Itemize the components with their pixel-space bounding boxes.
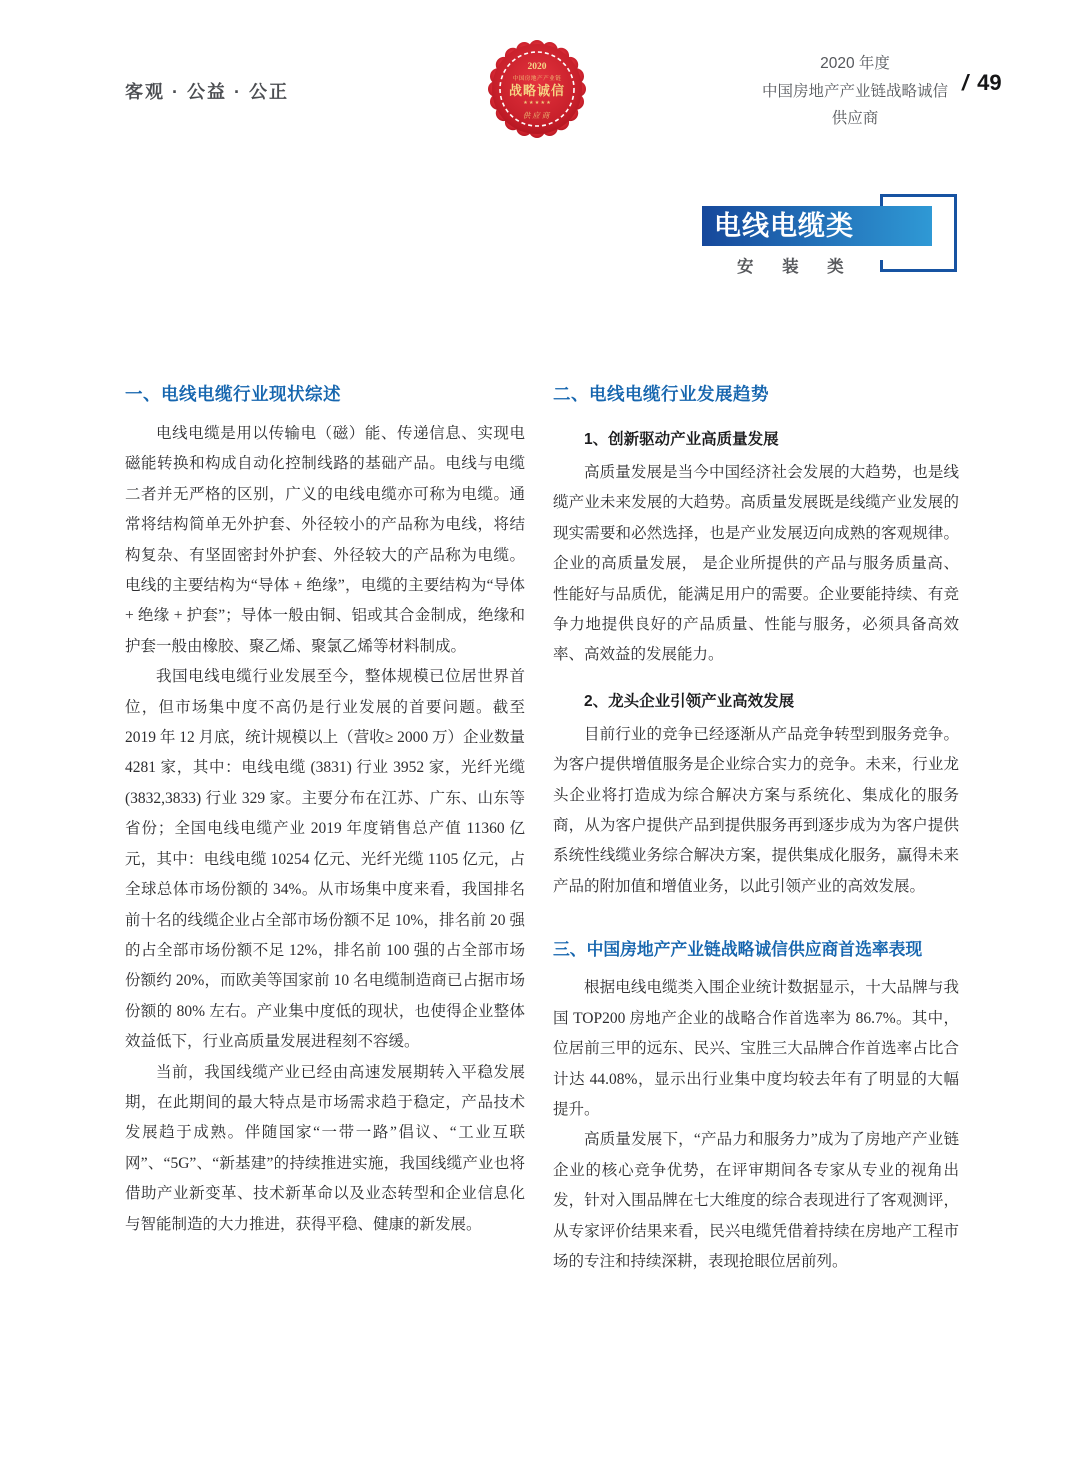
section1-paragraph: 我国电线电缆行业发展至今，整体规模已位居世界首位，但市场集中度不高仍是行业发展的首要问题。截至 2019 年 12 月底，统计规模以上（营收≥ 2000 万）企业数量 4281 家，其中：电线电缆 (3831) 行业 3952 家，光纤光缆 (3832,3833) 行业 329 家。主要分布在江苏、广东、山东等省份；全国电线电缆产业 2019 年度销售总产值 11360 亿元，其中：电线电缆 10254 亿元、光纤光缆 1105 亿元，占全球总体市场份额的 34%。从市场集中度来看，我国排名前十名的线缆企业占全部市场份额不足 10%，排名前 20 强的占全部市场份额不足 12%，排名前 100 强的占全部市场份额约 20%，而欧美等国家前 10 名电缆制造商已占据市场份额的 80% 左右。产业集中度低的现状，也使得企业整体效益低下，行业高质量发展进程刻不容缓。 (125, 668, 525, 1051)
section1-paragraph: 当前，我国线缆产业已经由高速发展期转入平稳发展期，在此期间的最大特点是市场需求趋于稳定，产品技术发展趋于成熟。伴随国家“一带一路”倡议、“工业互联网”、“5G”、“新基建”的持续推进实施，我国线缆产业也将借助产业新变革、技术新革命以及业态转型和企业信息化与智能制造的大力推进，获得平稳、健康的新发展。 (125, 1063, 525, 1233)
edition-line1: 2020 年度 (820, 55, 890, 72)
page-number-value: 49 (977, 70, 1002, 95)
seal-stars: ★ ★ ★ ★ ★ (523, 101, 551, 106)
section2-heading: 二、电线电缆行业发展趋势 (553, 384, 769, 404)
strategic-integrity-seal (487, 36, 587, 142)
seal-year: 2020 (527, 62, 547, 72)
edition-caption (735, 50, 975, 133)
subcategory-label: 安 装 类 (737, 258, 856, 276)
section2-sub2-paragraph: 目前行业的竞争已经逐渐从产品竞争转型到服务竞争。为客户提供增值服务是企业综合实力的竞争。未来，行业龙头企业将打造成为综合解决方案与系统化、集成化的服务商，从为客户提供产品到提供服务再到逐步成为为客户提供系统性线缆业务综合解决方案，提供集成化服务，赢得未来产品的附加值和增值业务，以此引领产业的高效发展。 (553, 725, 959, 895)
page-number-slash: / (962, 70, 969, 95)
section2-sub1-heading: 1、创新驱动产业高质量发展 (584, 431, 779, 448)
section3-heading: 三、中国房地产产业链战略诚信供应商首选率表现 (553, 940, 923, 960)
seal-role: 供应商 (522, 111, 552, 120)
header-slogan: 客观 · 公益 · 公正 (125, 82, 289, 102)
edition-line2: 中国房地产产业链战略诚信 (761, 82, 948, 100)
section1-heading: 一、电线电缆行业现状综述 (125, 384, 341, 404)
spacer (553, 902, 959, 936)
left-column (125, 381, 525, 1240)
edition-line3: 供应商 (831, 110, 879, 127)
right-column (553, 381, 959, 1277)
category-banner: 电线电缆类 (702, 206, 932, 246)
section1-paragraph: 电线电缆是用以传输电（磁）能、传递信息、实现电磁能转换和构成自动化控制线路的基础产品。电线与电缆二者并无严格的区别，广义的电线电缆亦可称为电缆。通常将结构简单无外护套、外径较小的产品称为电线，将结构复杂、有坚固密封外护套、外径较大的产品称为电缆。电线的主要结构为“导体 + 绝缘”，电缆的主要结构为“导体 + 绝缘 + 护套”；导体一般由铜、铝或其合金制成，绝缘和护套一般由橡胶、聚乙烯、聚氯乙烯等材料制成。 (125, 425, 525, 655)
section2-sub1-paragraph: 高质量发展是当今中国经济社会发展的大趋势，也是线缆产业未来发展的大趋势。高质量发展既是线缆产业发展的现实需要和必然选择，也是产业发展迈向成熟的客观规律。企业的高质量发展， 是企业所提供的产品与服务质量高、性能好与品质优，能满足用户的需要。企业要能持续、有竞争力地提供良好的产品质量、性能与服务，必须具备高效率、高效益的发展能力。 (553, 464, 959, 664)
seal-icon (487, 36, 587, 142)
seal-org: 中国房地产产业链 (512, 76, 562, 82)
page-number (962, 70, 1002, 96)
spacer (553, 419, 959, 427)
section3-paragraph: 高质量发展下，“产品力和服务力”成为了房地产产业链企业的核心竞争优势，在评审期间各专家从专业的视角出发，针对入围品牌在七大维度的综合表现进行了客观测评，从专家评价结果来看，民兴电缆凭借着持续在房地产工程市场的专注和持续深耕，表现抢眼位居前列。 (553, 1131, 959, 1270)
section2-sub2-heading: 2、龙头企业引领产业高效发展 (584, 692, 795, 710)
section3-paragraph: 根据电线电缆类入围企业统计数据显示，十大品牌与我国 TOP200 房地产企业的战略合作首选率为 86.7%。其中，位居前三甲的远东、民兴、宝胜三大品牌合作首选率占比合计达 44.08%，显示出行业集中度均较去年有了明显的大幅提升。 (553, 979, 959, 1118)
seal-title: 战略诚信 (508, 83, 566, 98)
spacer (553, 671, 959, 689)
